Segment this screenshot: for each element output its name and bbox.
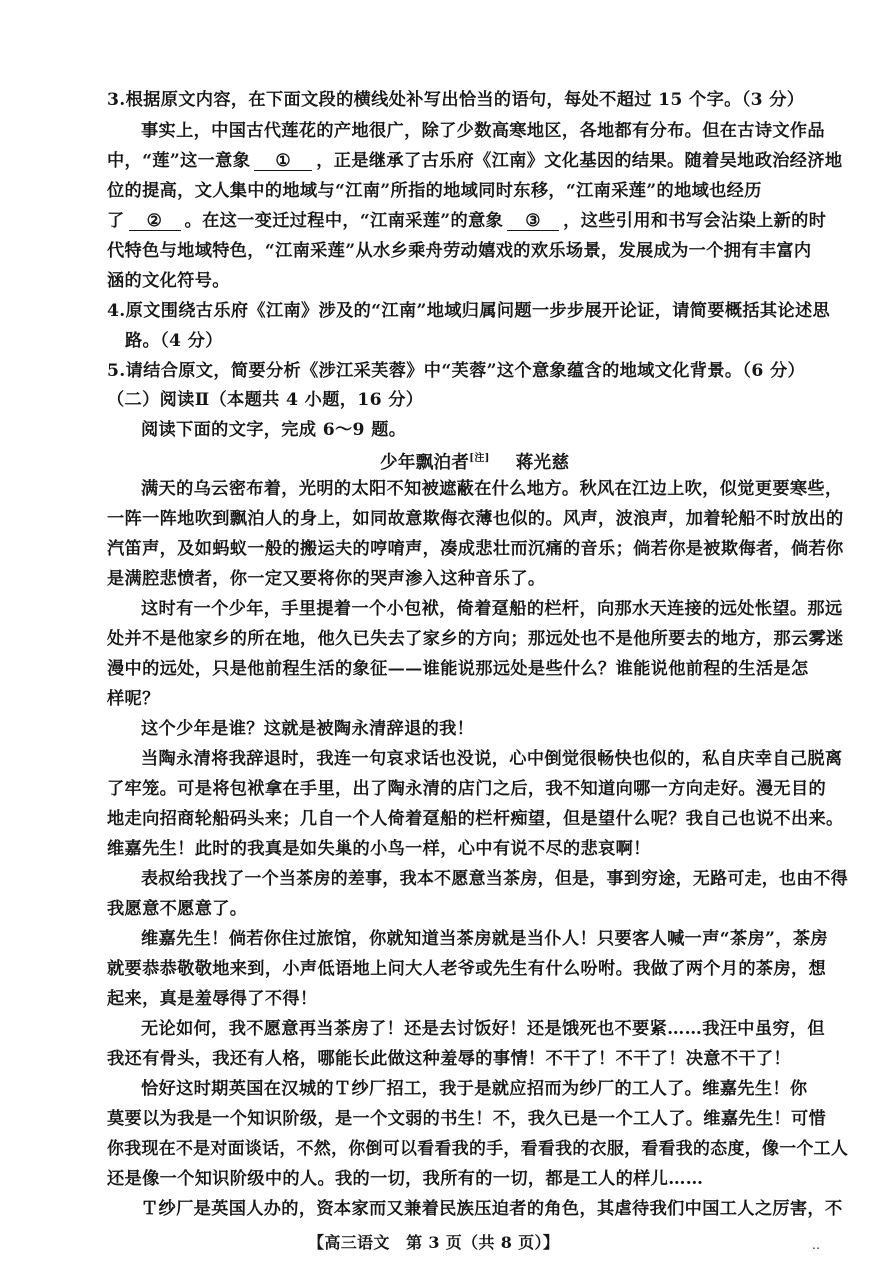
question-3-prompt: 3.根据原文内容，在下面文段的横线处补写出恰当的语句，每处不超过 15 个字。（3 分） [107,90,805,110]
section-instruction: 阅读下面的文字，完成 6～9 题。 [141,420,407,440]
story-line: 样呢？ [107,689,160,709]
story-line: 汽笛声，及如蚂蚁一般的搬运夫的哼唷声，凑成悲壮而沉痛的音乐；倘若你是被欺侮者，倘若你 [107,539,844,559]
answer-blank-3[interactable]: ③ [507,212,559,231]
story-line: 恰好这时期英国在汉城的Ｔ纱厂招工，我于是就应招而为纱厂的工人了。维嘉先生！你 [141,1079,808,1099]
story-line: 维嘉先生！倘若你住过旅馆，你就知道当茶房就是当仆人！只要客人喊一声“茶房”，茶房 [141,929,828,949]
story-line: 漫中的远处，只是他前程生活的象征——谁能说那远处是些什么？谁能说他前程的生活是怎 [107,659,809,679]
story-line: 地走向招商轮船码头来；几自一个人倚着趸船的栏杆痴望，但是望什么呢？我自己也说不出来。 [107,809,844,829]
story-title-line [380,448,569,474]
story-line: 莫要以为我是一个知识阶级，是一个文弱的书生！不，我久已是一个工人了。维嘉先生！可惜 [107,1109,827,1129]
story-line: 无论如何，我不愿意再当茶房了！还是去讨饭好！还是饿死也不要紧……我汪中虽穷，但 [141,1019,825,1039]
story-line: 就要恭恭敬敬地来到，小声低语地上问大人老爷或先生有什么吩咐。我做了两个月的茶房，想 [107,959,827,979]
footer-mark: .. [812,1238,821,1252]
story-line: Ｔ纱厂是英国人办的，资本家而又兼着民族压迫者的角色，其虐待我们中国工人之厉害，不 [141,1199,843,1219]
note-marker: [注] [469,453,490,464]
answer-blank-2[interactable]: ② [129,212,181,231]
q3-passage-line: 了 ② 。在这一变迁过程中，“江南采莲”的意象 ③ ，这些引用和书写会沾染上新的时 [107,211,827,231]
story-line: 维嘉先生！此时的我真是如失巢的小鸟一样，心中有说不尽的悲哀啊！ [107,839,651,859]
question-5-prompt: 5.请结合原文，简要分析《涉江采芙蓉》中“芙蓉”这个意象蕴含的地域文化背景。（6 分） [107,361,806,381]
q3-passage-line: 事实上，中国古代莲花的产地很广，除了少数高寒地区，各地都有分布。但在古诗文作品 [141,121,825,141]
story-line: 处并不是他家乡的所在地，他久已失去了家乡的方向；那远处也不是他所要去的地方，那云雾迷 [107,629,844,649]
story-line: 还是像一个知识阶级中的人。我的一切，我所有的一切，都是工人的样儿…… [107,1169,704,1189]
question-4-prompt: 4.原文围绕古乐府《江南》涉及的“江南”地域归属问题一步步展开论证，请简要概括其论述思 [107,301,831,321]
story-title: 少年飘泊者 [380,452,470,473]
question-4-prompt-cont: 路。（4 分） [125,331,223,351]
story-line: 表叔给我找了一个当茶房的差事，我本不愿意当茶房，但是，事到穷途，无路可走，也由不得 [141,869,849,889]
story-line: 你我现在不是对面谈话，不然，你倒可以看看我的手，看看我的衣服，看看我的态度，像一个工人 [107,1139,849,1159]
story-line: 当陶永清将我辞退时，我连一句哀求话也没说，心中倒觉很畅快也似的，私自庆幸自己脱离 [141,749,843,769]
q3-passage-line: 位的提高，文人集中的地域与“江南”所指的地域同时东移，“江南采莲”的地域也经历 [107,181,762,201]
story-line: 满天的乌云密布着，光明的太阳不知被遮蔽在什么地方。秋风在江边上吹，似觉更要寒些， [141,479,843,499]
story-line: 这时有一个少年，手里提着一个小包袱，倚着趸船的栏杆，向那水天连接的远处怅望。那远 [141,599,843,619]
story-line: 这个少年是谁？这就是被陶永清辞退的我！ [141,719,475,739]
q3-passage-line: 代特色与地域特色，“江南采莲”从水乡乘舟劳动嬉戏的欢乐场景，发展成为一个拥有丰富内 [107,241,812,261]
section-heading: （二）阅读Ⅱ（本题共 4 小题，16 分） [107,390,424,410]
q3-passage-line: 中，“莲”这一意象 ① ，正是继承了古乐府《江南》文化基因的结果。随着吴地政治经济地 [107,151,843,171]
story-line: 起来，真是羞辱得了不得！ [107,989,318,1009]
story-line: 了牢笼。可是将包袱拿在手里，出了陶永清的店门之后，我不知道向哪一方向走好。漫无目的 [107,779,827,799]
page-footer: 【高三语文 第 3 页（共 8 页）】 [308,1233,560,1252]
story-author: 蒋光慈 [515,452,570,473]
story-line: 我愿意不愿意了。 [107,899,248,919]
q3-passage-line: 涵的文化符号。 [107,271,230,291]
answer-blank-1[interactable]: ① [254,152,312,171]
story-line: 我还有骨头，我还有人格，哪能长此做这种羞辱的事情！不干了！不干了！决意不干了！ [107,1049,791,1069]
story-line: 一阵一阵地吹到飘泊人的身上，如同故意欺侮衣薄也似的。风声，波浪声，加着轮船不时放出的 [107,509,844,529]
story-line: 是满腔悲愤者，你一定又要将你的哭声渗入这种音乐了。 [107,569,546,589]
